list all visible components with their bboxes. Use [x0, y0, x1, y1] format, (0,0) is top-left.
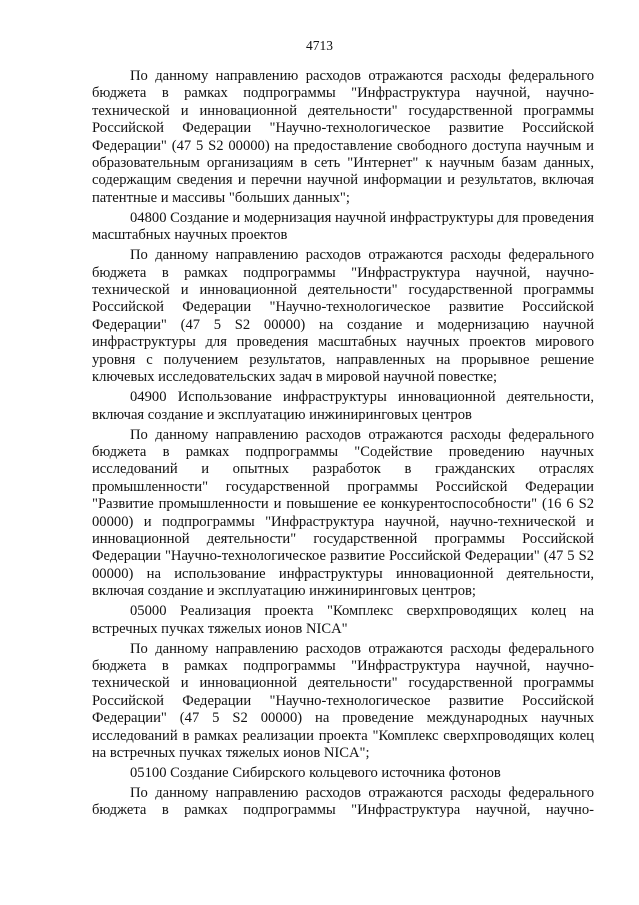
section-heading-04800: 04800 Создание и модернизация научной инфраструктуры для проведения масштабных научных проектов — [92, 209, 594, 244]
paragraph-text: По данному направлению расходов отражаются расходы федерального бюджета в рамках подпрограммы "Инфраструктура научной, научно-технической и инновационной деятельности" государственной программы Российской Федерации "Научно-технологическое развитие Российской Федерации" (47 5 S2 00000) на проведение международных научных исследований в рамках реализации проекта "Комплекс сверхпроводящих колец на встречных пучках тяжелых ионов NICA"; — [92, 640, 594, 761]
page-number: 4713 — [306, 38, 333, 53]
paragraph-text-continued: По данному направлению расходов отражаются расходы федерального бюджета в рамках подпрограммы "Инфраструктура научной, научно- — [92, 785, 594, 819]
paragraph-text: По данному направлению расходов отражаются расходы федерального бюджета в рамках подпрограммы "Содействие проведению научных исследований и опытных разработок в гражданских отраслях промышленности" государственной программы Российской Федерации "Развитие промышленности и повышение ее конкурентоспособности" (16 6 S2 00000) и подпрограммы "Инфраструктура научной, научно-технической и инновационной деятельности" государственной программы Российской Федерации "Научно-технологическое развитие Российской Федерации" (47 5 S2 00000) на использование инфраструктуры инновационной деятельности, включая создание и эксплуатацию инжиниринговых центров; — [92, 426, 594, 600]
paragraph-text: По данному направлению расходов отражаются расходы федерального бюджета в рамках подпрограммы "Инфраструктура научной, научно-технической и инновационной деятельности" государственной программы Российской Федерации "Научно-технологическое развитие Российской Федерации" (47 5 S2 00000) на предоставление свободного доступа научным и образовательным организациям в сеть "Интернет" к научным базам данных, содержащим сведения и перечни научной информации и результатов, включая патентные и массивы "больших данных"; — [92, 68, 594, 206]
section-heading-04900: 04900 Использование инфраструктуры инновационной деятельности, включая создание и эксплуатацию инжиниринговых центров — [92, 389, 594, 423]
paragraph-text: По данному направлению расходов отражаются расходы федерального бюджета в рамках подпрограммы "Инфраструктура научной, научно-технической и инновационной деятельности" государственной программы Российской Федерации "Научно-технологическое развитие Российской Федерации" (47 5 S2 00000) на создание и модернизацию научной инфраструктуры для проведения масштабных научных проектов мирового уровня с получением результатов, направленных на прорывное решение ключевых исследовательских задач в мировой научной повестке; — [92, 247, 594, 386]
document-body — [92, 68, 594, 822]
section-heading-05100: 05100 Создание Сибирского кольцевого источника фотонов — [130, 765, 501, 781]
section-heading-05000: 05000 Реализация проекта "Комплекс сверхпроводящих колец на встречных пучках тяжелых ионов NICA" — [92, 603, 594, 637]
